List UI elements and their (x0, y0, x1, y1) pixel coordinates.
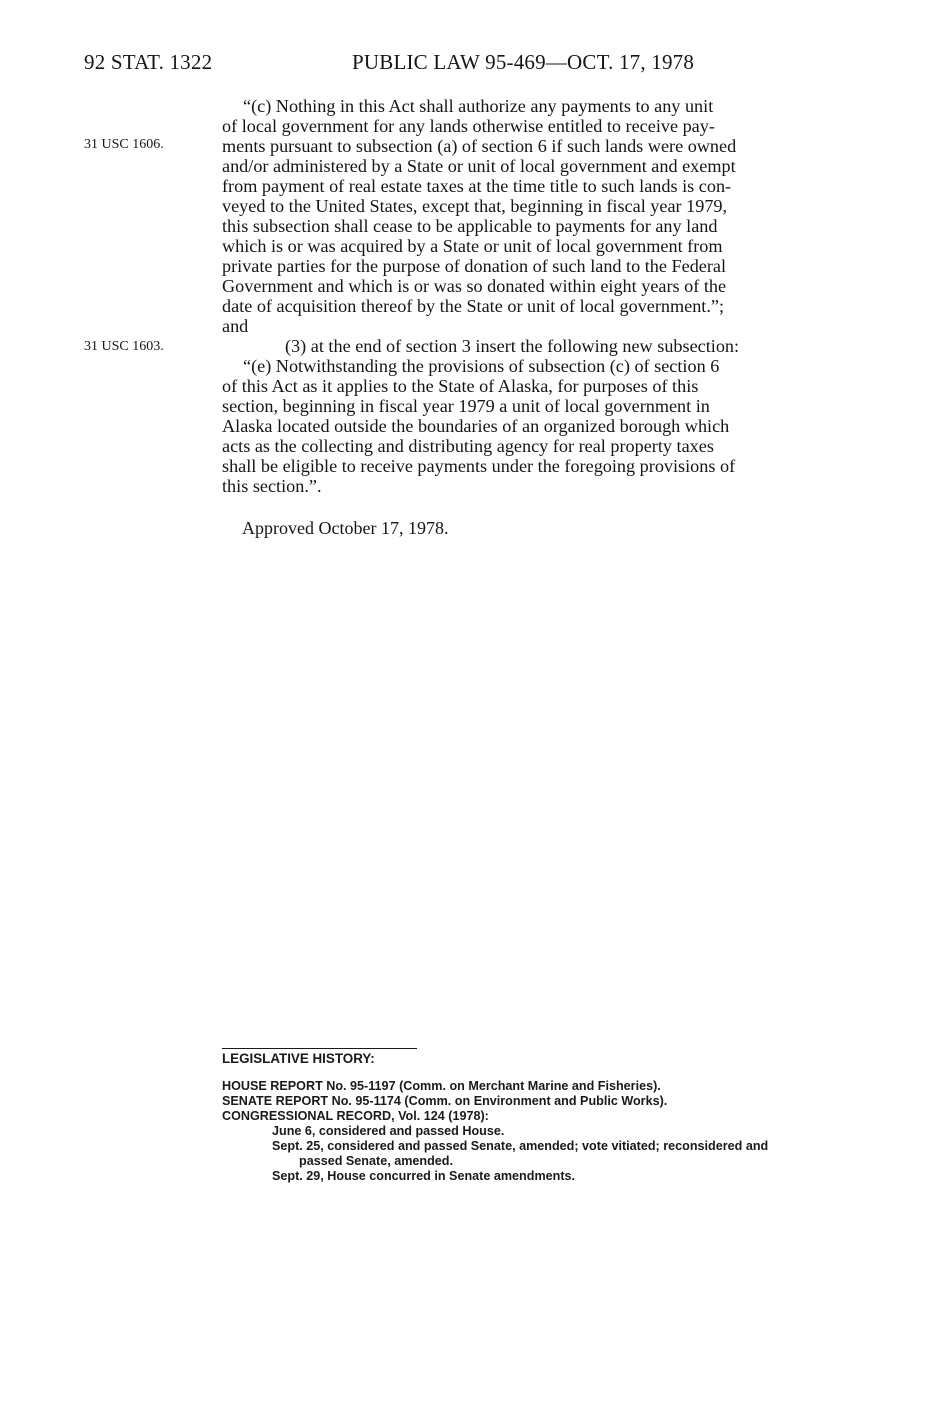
legislative-history (222, 1048, 844, 1184)
text-line: ments pursuant to subsection (a) of section 6 if such lands were owned (222, 136, 737, 156)
text-line: of this Act as it applies to the State of Alaska, for purposes of this (222, 376, 699, 396)
text-line: “(c) Nothing in this Act shall authorize any payments to any unit (243, 96, 714, 116)
text-line: “(e) Notwithstanding the provisions of subsection (c) of section 6 (243, 356, 720, 376)
text-line: acts as the collecting and distributing agency for real property taxes (222, 436, 714, 456)
text-line: which is or was acquired by a State or unit of local government from (222, 236, 723, 256)
text-line: veyed to the United States, except that, beginning in fiscal year 1979, (222, 196, 728, 216)
page-title: PUBLIC LAW 95-469—OCT. 17, 1978 (352, 50, 695, 74)
page-stat-number: 92 STAT. 1322 (84, 50, 213, 74)
text-line: private parties for the purpose of donation of such land to the Federal (222, 256, 727, 276)
congressional-record: CONGRESSIONAL RECORD, Vol. 124 (1978): (222, 1109, 489, 1123)
senate-report: SENATE REPORT No. 95-1174 (Comm. on Environment and Public Works). (222, 1094, 668, 1108)
text-line: this section.”. (222, 476, 322, 496)
approval-date: Approved October 17, 1978. (242, 518, 449, 538)
text-line: this subsection shall cease to be applicable to payments for any land (222, 216, 718, 236)
paragraph-e (222, 356, 842, 496)
paragraph-3 (222, 336, 842, 356)
history-entry-sept-25-continued: passed Senate, amended. (299, 1154, 453, 1168)
house-report: HOUSE REPORT No. 95-1197 (Comm. on Merchant Marine and Fisheries). (222, 1079, 661, 1093)
text-line: (3) at the end of section 3 insert the following new subsection: (285, 336, 740, 356)
text-line: of local government for any lands otherwise entitled to receive pay- (222, 116, 715, 136)
history-entry-june-6: June 6, considered and passed House. (272, 1124, 505, 1138)
text-line: Government and which is or was so donated within eight years of the (222, 276, 727, 296)
divider (222, 1048, 417, 1049)
history-entry-sept-29: Sept. 29, House concurred in Senate amendments. (272, 1169, 576, 1183)
legislative-history-title: LEGISLATIVE HISTORY: (222, 1051, 375, 1066)
paragraph-c (222, 96, 842, 336)
history-entry-sept-25: Sept. 25, considered and passed Senate, amended; vote vitiated; reconsidered and (272, 1139, 769, 1153)
text-line: and (222, 316, 249, 336)
text-line: Alaska located outside the boundaries of an organized borough which (222, 416, 730, 436)
text-line: from payment of real estate taxes at the time title to such lands is con- (222, 176, 732, 196)
text-line: shall be eligible to receive payments under the foregoing provisions of (222, 456, 736, 476)
text-line: and/or administered by a State or unit of local government and exempt (222, 156, 736, 176)
margin-note-usc-1603: 31 USC 1603. (84, 339, 164, 354)
text-line: date of acquisition thereof by the State or unit of local government.”; (222, 296, 725, 316)
margin-note-usc-1606: 31 USC 1606. (84, 137, 164, 152)
text-line: section, beginning in fiscal year 1979 a unit of local government in (222, 396, 710, 416)
